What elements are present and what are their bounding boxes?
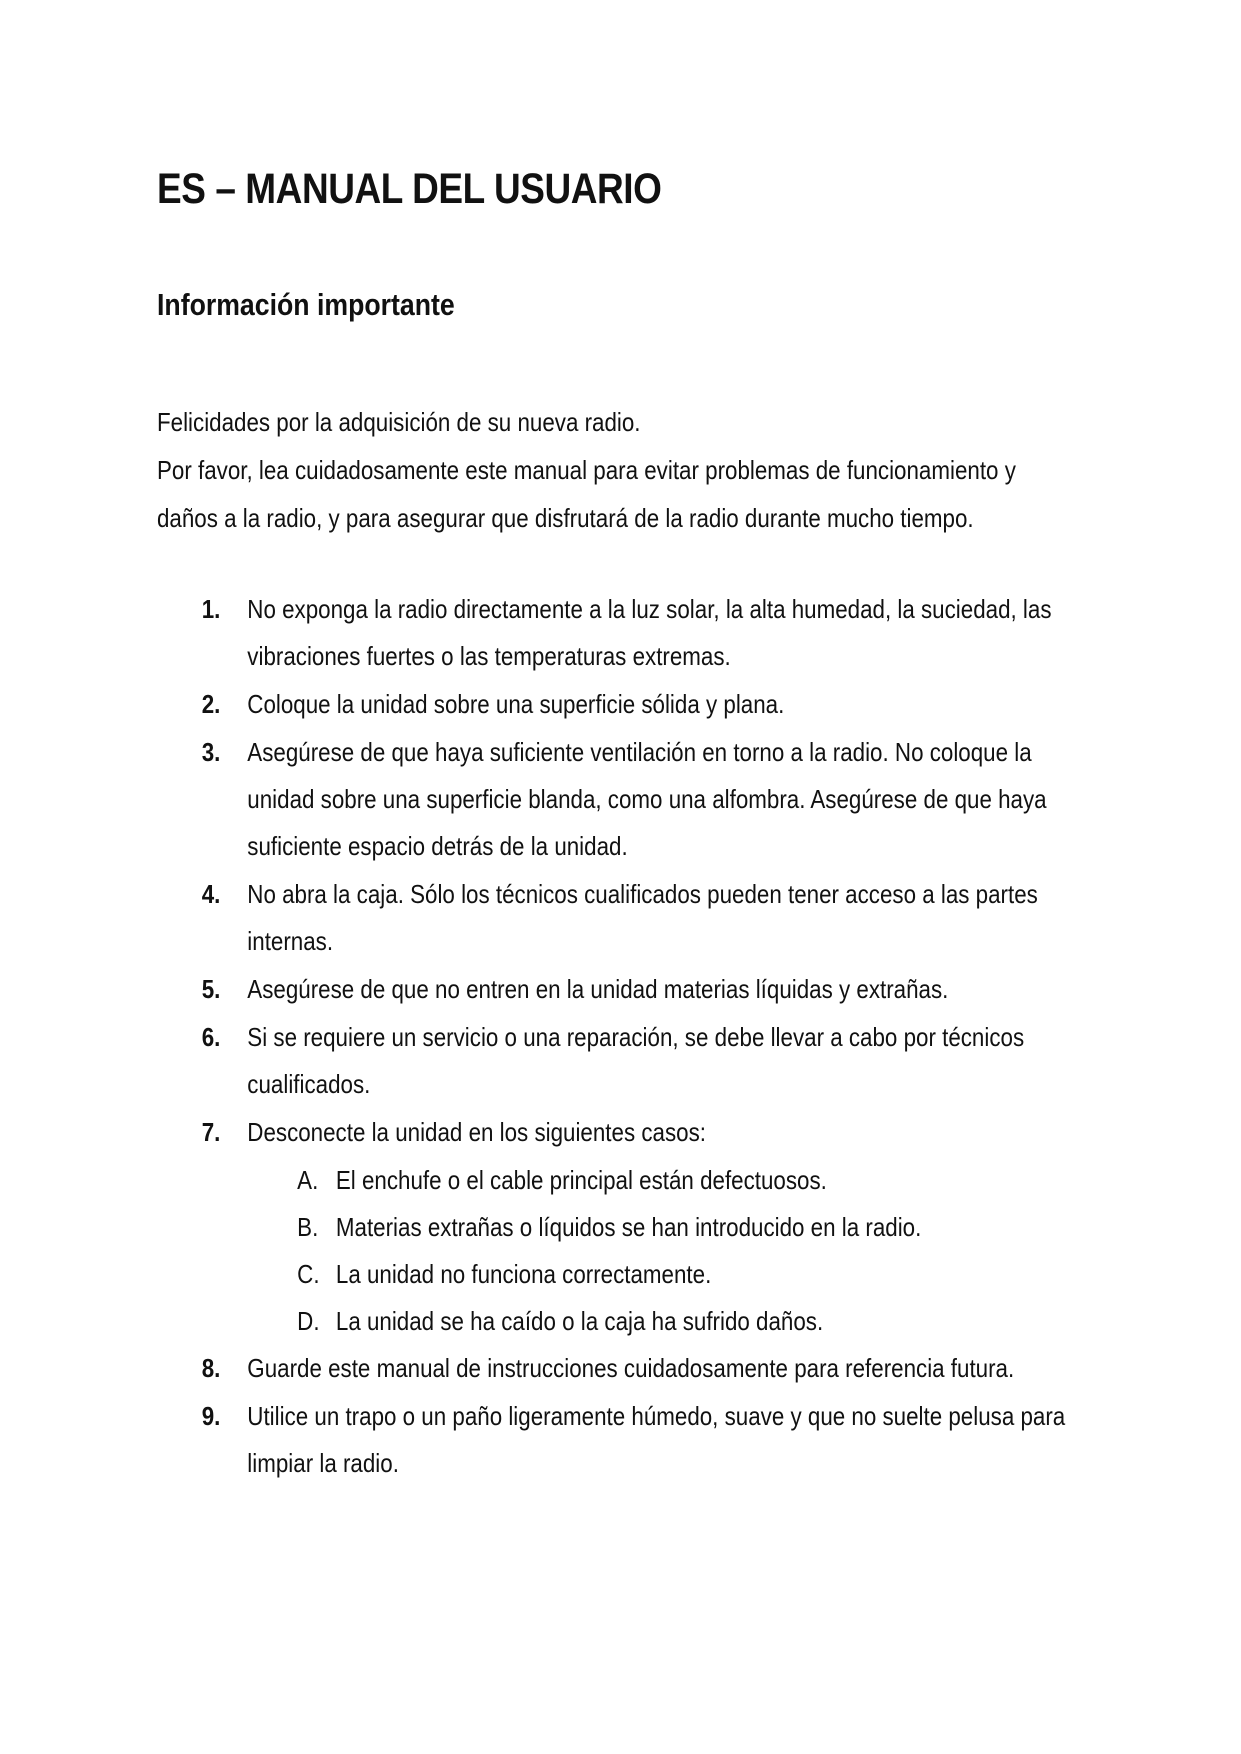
list-item <box>157 729 1069 870</box>
list-item-text: No abra la caja. Sólo los técnicos cualificados pueden tener acceso a las partes internas. <box>247 879 1038 956</box>
list-item-number: 9. <box>201 1401 221 1431</box>
sub-list-letter: B. <box>297 1212 319 1242</box>
list-item-text: Si se requiere un servicio o una reparación, se debe llevar a cabo por técnicos cualificados. <box>247 1022 1025 1099</box>
sub-list-text: La unidad se ha caído o la caja ha sufrido daños. <box>335 1306 824 1336</box>
list-item <box>157 871 1069 965</box>
sub-list-item <box>297 1204 1068 1251</box>
list-item <box>157 966 1069 1013</box>
list-item-text: No exponga la radio directamente a la luz solar, la alta humedad, la suciedad, las vibraciones fuertes o las temperaturas extremas. <box>247 594 1052 671</box>
page-title: ES – MANUAL DEL USUARIO <box>157 165 662 213</box>
list-item-number: 2. <box>201 689 221 719</box>
list-item-text: Asegúrese de que haya suficiente ventilación en torno a la radio. No coloque la unidad sobre una superficie blanda, como una alfombra. Asegúrese de que haya suficiente espacio detrás de la unidad. <box>247 737 1047 861</box>
list-item-number: 1. <box>201 594 221 624</box>
intro-paragraph <box>157 398 1051 542</box>
list-item-number: 8. <box>201 1353 221 1383</box>
list-item <box>157 1393 1069 1487</box>
list-item-number: 7. <box>201 1117 221 1147</box>
list-item-text: Coloque la unidad sobre una superficie sólida y plana. <box>247 689 785 719</box>
safety-list <box>157 586 1069 1488</box>
list-item-text: Asegúrese de que no entren en la unidad materias líquidas y extrañas. <box>247 974 949 1004</box>
sub-list-letter: A. <box>297 1165 319 1195</box>
list-item <box>157 681 1069 728</box>
sub-list-item <box>297 1157 1068 1204</box>
sub-list-text: La unidad no funciona correctamente. <box>335 1259 712 1289</box>
list-item-number: 3. <box>201 737 221 767</box>
list-item-number: 5. <box>201 974 221 1004</box>
section-heading: Información importante <box>157 287 455 322</box>
intro-line: Por favor, lea cuidadosamente este manual para evitar problemas de funcionamiento y daños a la radio, y para asegurar que disfrutará de la radio durante mucho tiempo. <box>157 455 1016 533</box>
list-item-number: 6. <box>201 1022 221 1052</box>
sub-list-letter: C. <box>297 1259 320 1289</box>
list-item <box>157 586 1069 680</box>
list-item <box>157 1014 1069 1108</box>
list-item-number: 4. <box>201 879 221 909</box>
list-item <box>157 1345 1069 1392</box>
sub-list-item <box>297 1251 1068 1298</box>
list-item-text: Desconecte la unidad en los siguientes casos: <box>247 1117 706 1147</box>
list-item-text: Guarde este manual de instrucciones cuidadosamente para referencia futura. <box>247 1353 1015 1383</box>
sub-list-text: El enchufe o el cable principal están defectuosos. <box>335 1165 827 1195</box>
intro-line: Felicidades por la adquisición de su nueva radio. <box>157 407 641 437</box>
sub-list-text: Materias extrañas o líquidos se han introducido en la radio. <box>335 1212 922 1242</box>
list-item <box>157 1109 1069 1156</box>
list-item-text: Utilice un trapo o un paño ligeramente húmedo, suave y que no suelte pelusa para limpiar la radio. <box>247 1401 1066 1478</box>
sub-list-item <box>297 1298 1068 1345</box>
sub-list-letter: D. <box>297 1306 320 1336</box>
